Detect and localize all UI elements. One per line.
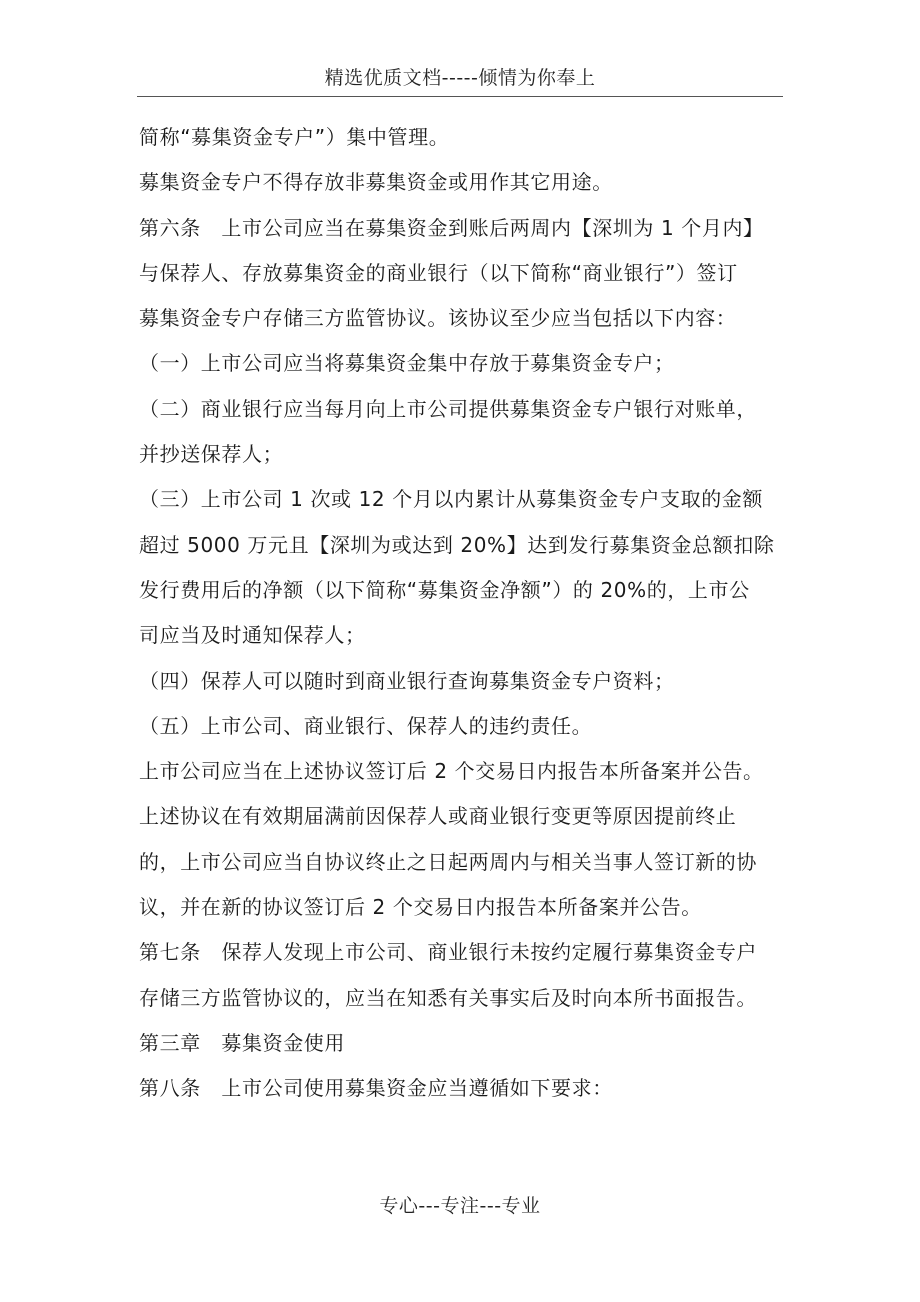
body-line: 发行费用后的净额（以下简称“募集资金净额”）的 20%的，上市公 bbox=[139, 577, 750, 602]
chapter-3-heading: 第三章 募集资金使用 bbox=[139, 1030, 345, 1055]
list-item-2: （二）商业银行应当每月向上市公司提供募集资金专户银行对账单， bbox=[139, 396, 757, 421]
article-6-heading-line: 第六条 上市公司应当在募集资金到账后两周内【深圳为 1 个月内】 bbox=[139, 215, 764, 240]
list-item-3: （三）上市公司 1 次或 12 个月以内累计从募集资金专户支取的金额 bbox=[139, 487, 764, 512]
list-item-1: （一）上市公司应当将募集资金集中存放于募集资金专户； bbox=[139, 351, 675, 376]
body-line: 司应当及时通知保荐人； bbox=[139, 623, 366, 648]
body-line: 与保荐人、存放募集资金的商业银行（以下简称“商业银行”）签订 bbox=[139, 260, 738, 285]
page-footer: 专心---专注---专业 bbox=[379, 1195, 541, 1217]
body-line: 募集资金专户存储三方监管协议。该协议至少应当包括以下内容： bbox=[139, 306, 737, 331]
body-line: 超过 5000 万元且【深圳为或达到 20%】达到发行募集资金总额扣除 bbox=[139, 532, 775, 557]
body-line: 简称“募集资金专户”）集中管理。 bbox=[139, 125, 450, 149]
body-line: 并抄送保荐人； bbox=[139, 442, 284, 467]
page-header: 精选优质文档-----倾情为你奉上 bbox=[324, 67, 596, 89]
body-line: 上述协议在有效期届满前因保荐人或商业银行变更等原因提前终止 bbox=[139, 804, 737, 829]
header-divider bbox=[137, 96, 783, 97]
body-line: 存储三方监管协议的，应当在知悉有关事实后及时向本所书面报告。 bbox=[139, 985, 757, 1010]
body-line: 议，并在新的协议签订后 2 个交易日内报告本所备案并公告。 bbox=[139, 895, 702, 920]
article-8-heading-line: 第八条 上市公司使用募集资金应当遵循如下要求： bbox=[139, 1076, 613, 1101]
list-item-5: （五）上市公司、商业银行、保荐人的违约责任。 bbox=[139, 713, 593, 738]
article-7-heading-line: 第七条 保荐人发现上市公司、商业银行未按约定履行募集资金专户 bbox=[139, 940, 757, 965]
document-body bbox=[139, 115, 794, 1112]
body-line: 的，上市公司应当自协议终止之日起两周内与相关当事人签订新的协 bbox=[139, 849, 757, 874]
list-item-4: （四）保荐人可以随时到商业银行查询募集资金专户资料； bbox=[139, 668, 675, 693]
body-line: 上市公司应当在上述协议签订后 2 个交易日内报告本所备案并公告。 bbox=[139, 759, 764, 784]
body-line: 募集资金专户不得存放非募集资金或用作其它用途。 bbox=[139, 170, 613, 195]
